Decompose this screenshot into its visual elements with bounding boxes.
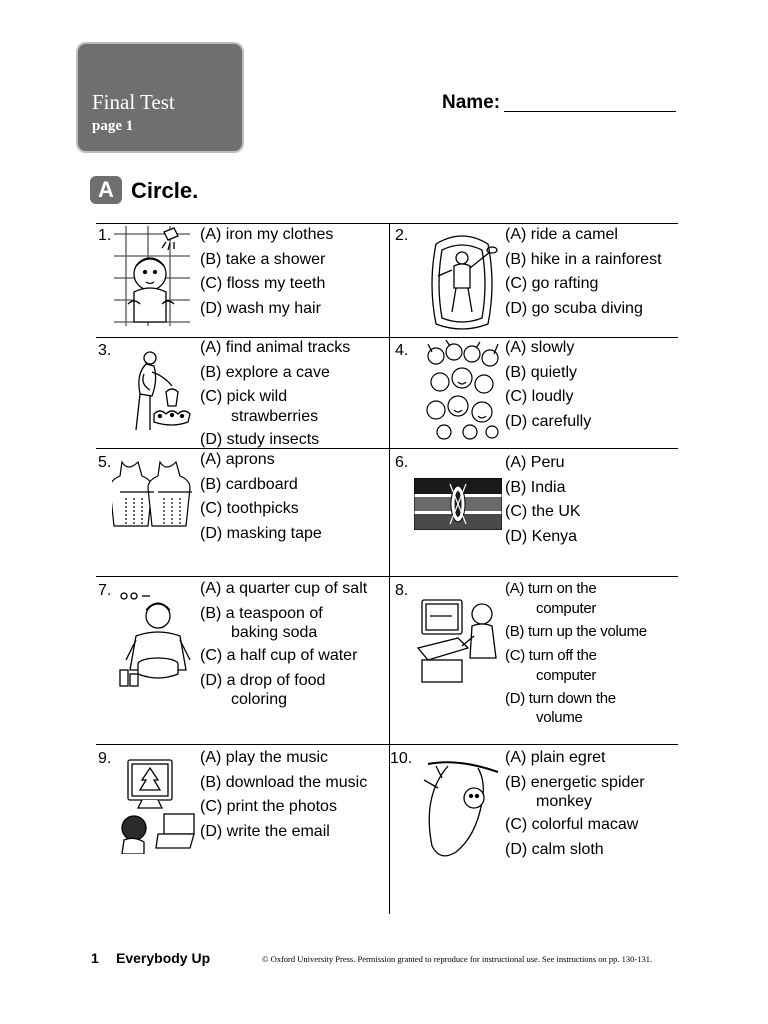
answer-option-continuation: computer — [536, 599, 597, 617]
printer-computer-icon — [114, 758, 198, 854]
question-number: 1. — [98, 227, 112, 244]
answer-option[interactable]: (D) wash my hair — [200, 299, 321, 317]
question-number: 8. — [395, 582, 409, 599]
answer-option[interactable]: (D) masking tape — [200, 524, 322, 542]
answer-option[interactable]: (C) toothpicks — [200, 500, 299, 517]
footer-brand: Everybody Up — [116, 950, 211, 966]
question-number: 9. — [98, 750, 112, 767]
answer-option[interactable]: (D) study insects — [200, 430, 320, 448]
question-number: 7. — [98, 582, 112, 599]
answer-option[interactable]: (C) print the photos — [200, 798, 337, 815]
test-header-box — [78, 44, 242, 151]
footer-copyright: © Oxford University Press. Permission granted to reproduce for instructional use. See instructions on pp. 130-131. — [262, 954, 653, 964]
answer-options — [200, 577, 367, 711]
answer-option[interactable]: (A) find animal tracks — [200, 339, 351, 356]
answer-option[interactable]: (B) energetic spider — [505, 773, 645, 791]
kenya-flag-icon — [414, 478, 502, 530]
answer-options — [505, 577, 647, 729]
answer-option[interactable]: (B) download the music — [200, 773, 368, 791]
answer-option[interactable]: (B) explore a cave — [200, 363, 330, 381]
test-page-label: page 1 — [92, 118, 134, 134]
answer-option[interactable]: (D) a drop of food — [200, 671, 326, 689]
answer-option[interactable]: (C) pick wild — [200, 388, 288, 405]
answer-option[interactable]: (D) go scuba diving — [505, 299, 643, 317]
answer-option[interactable]: (D) write the email — [200, 822, 330, 840]
answer-option[interactable]: (C) floss my teeth — [200, 275, 326, 292]
answer-option[interactable]: (A) ride a camel — [505, 226, 618, 243]
answer-option-continuation: computer — [536, 666, 597, 684]
answer-option[interactable]: (B) turn up the volume — [505, 622, 647, 640]
answer-option-continuation: coloring — [231, 691, 288, 708]
question-number: 6. — [395, 454, 409, 471]
answer-options — [200, 746, 367, 844]
question-number: 5. — [98, 454, 112, 471]
shower-icon — [114, 226, 190, 326]
question-number: 2. — [395, 227, 409, 244]
question-number: 3. — [98, 342, 112, 359]
footer-page-number: 1 — [91, 950, 99, 966]
answer-option[interactable]: (A) plain egret — [505, 749, 606, 766]
cheering-crowd-icon — [424, 340, 500, 440]
answer-option[interactable]: (D) carefully — [505, 412, 592, 430]
answer-options — [200, 336, 350, 452]
answer-option[interactable]: (C) loudly — [505, 388, 574, 405]
sloth-icon — [418, 758, 502, 868]
answer-option[interactable]: (B) cardboard — [200, 475, 298, 493]
answer-option-continuation: monkey — [536, 793, 593, 810]
cooking-boy-icon — [116, 590, 196, 694]
grid-row-divider — [96, 448, 678, 449]
answer-options — [200, 448, 322, 546]
answer-option[interactable]: (A) aprons — [200, 451, 275, 468]
section-title: Circle. — [131, 178, 199, 203]
answer-option[interactable]: (D) calm sloth — [505, 840, 604, 858]
answer-option[interactable]: (B) hike in a rainforest — [505, 250, 662, 268]
question-number: 4. — [395, 342, 409, 359]
aprons-icon — [112, 458, 200, 530]
name-label: Name: — [442, 92, 501, 113]
answer-option[interactable]: (A) iron my clothes — [200, 226, 334, 243]
answer-option[interactable]: (D) turn down the — [505, 689, 616, 707]
answer-option[interactable]: (A) a quarter cup of salt — [200, 580, 368, 597]
answer-option[interactable]: (D) Kenya — [505, 527, 578, 545]
answer-option[interactable]: (B) take a shower — [200, 250, 326, 268]
answer-options — [505, 336, 591, 434]
answer-option[interactable]: (A) Peru — [505, 454, 565, 471]
answer-option[interactable]: (C) the UK — [505, 503, 581, 520]
answer-option[interactable]: (A) turn on the — [505, 580, 597, 597]
answer-option[interactable]: (C) turn off the — [505, 647, 597, 664]
answer-options — [505, 451, 581, 549]
answer-option[interactable]: (A) slowly — [505, 339, 575, 356]
answer-options — [505, 746, 645, 862]
picking-strawberries-icon — [120, 348, 196, 436]
answer-option[interactable]: (B) India — [505, 478, 566, 496]
answer-option-continuation: strawberries — [231, 407, 319, 425]
answer-options — [200, 223, 333, 321]
answer-option-continuation: volume — [536, 709, 583, 726]
question-number: 10. — [390, 750, 413, 767]
answer-option[interactable]: (C) a half cup of water — [200, 647, 358, 664]
answer-option-continuation: baking soda — [231, 624, 318, 641]
grid-vertical-divider — [389, 224, 390, 914]
answer-option[interactable]: (B) a teaspoon of — [200, 604, 323, 622]
answer-option[interactable]: (A) play the music — [200, 749, 329, 766]
answer-option[interactable]: (C) colorful macaw — [505, 816, 639, 833]
answer-options — [505, 223, 662, 321]
section-letter-badge: A — [90, 176, 122, 204]
grid-row-divider — [96, 744, 678, 745]
computer-girl-icon — [416, 596, 502, 688]
test-title: Final Test — [92, 90, 175, 114]
rafting-icon — [424, 228, 500, 332]
answer-option[interactable]: (B) quietly — [505, 363, 578, 381]
name-blank-line — [504, 111, 676, 112]
answer-option[interactable]: (C) go rafting — [505, 275, 599, 292]
